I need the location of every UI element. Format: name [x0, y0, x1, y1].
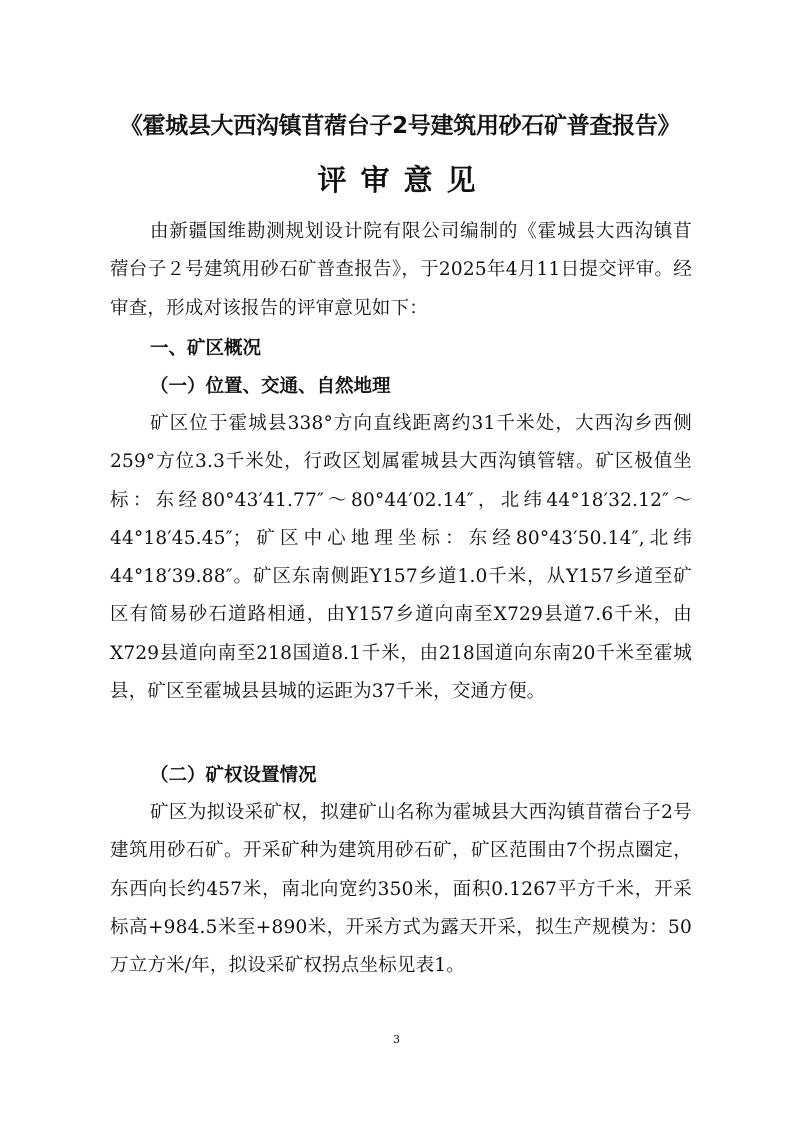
- section-heading-overview: 一、矿区概况: [150, 338, 262, 359]
- subsection-heading-mining-rights: （二）矿权设置情况: [150, 765, 317, 786]
- location-paragraph: 矿区位于霍城县338°方向直线距离约31千米处，大西沟乡西侧259°方位3.3千米处，行政区划属霍城县大西沟镇管辖。矿区极值坐标：东经80°43′41.77″～80°44′02.14″，北纬44°18′32.12″～44°18′45.45″；矿区中心地理坐标：东经80°43′50.14″,北纬44°18′39.88″。矿区东南侧距Y157乡道1.0千米，从Y157乡道至矿区有简易砂石道路相通，由Y157乡道向南至X729县道7.6千米，由X729县道向南至218国道8.1千米，由218国道向东南20千米至霍城县，矿区至霍城县县城的运距为37千米，交通方便。: [110, 413, 692, 703]
- document-title: 《霍城县大西沟镇苜蓿台子2号建筑用砂石矿普查报告》: [119, 113, 681, 139]
- intro-paragraph: 由新疆国维勘测规划设计院有限公司编制的《霍城县大西沟镇苜蓿台子２号建筑用砂石矿普查报告》，于2025年4月11日提交评审。经审查，形成对该报告的评审意见如下：: [110, 221, 692, 319]
- subsection-heading-location: （一）位置、交通、自然地理: [150, 376, 391, 397]
- document-subtitle: 评审意见: [317, 163, 490, 197]
- page-number: 3: [393, 1033, 400, 1046]
- mining-rights-paragraph: 矿区为拟设采矿权，拟建矿山名称为霍城县大西沟镇苜蓿台子2号建筑用砂石矿。开采矿种为建筑用砂石矿，矿区范围由7个拐点圈定，东西向长约457米，南北向宽约350米，面积0.1267平方千米，开采标高+984.5米至+890米，开采方式为露天开采，拟生产规模为：50万立方米/年，拟设采矿权拐点坐标见表1。: [110, 802, 692, 977]
